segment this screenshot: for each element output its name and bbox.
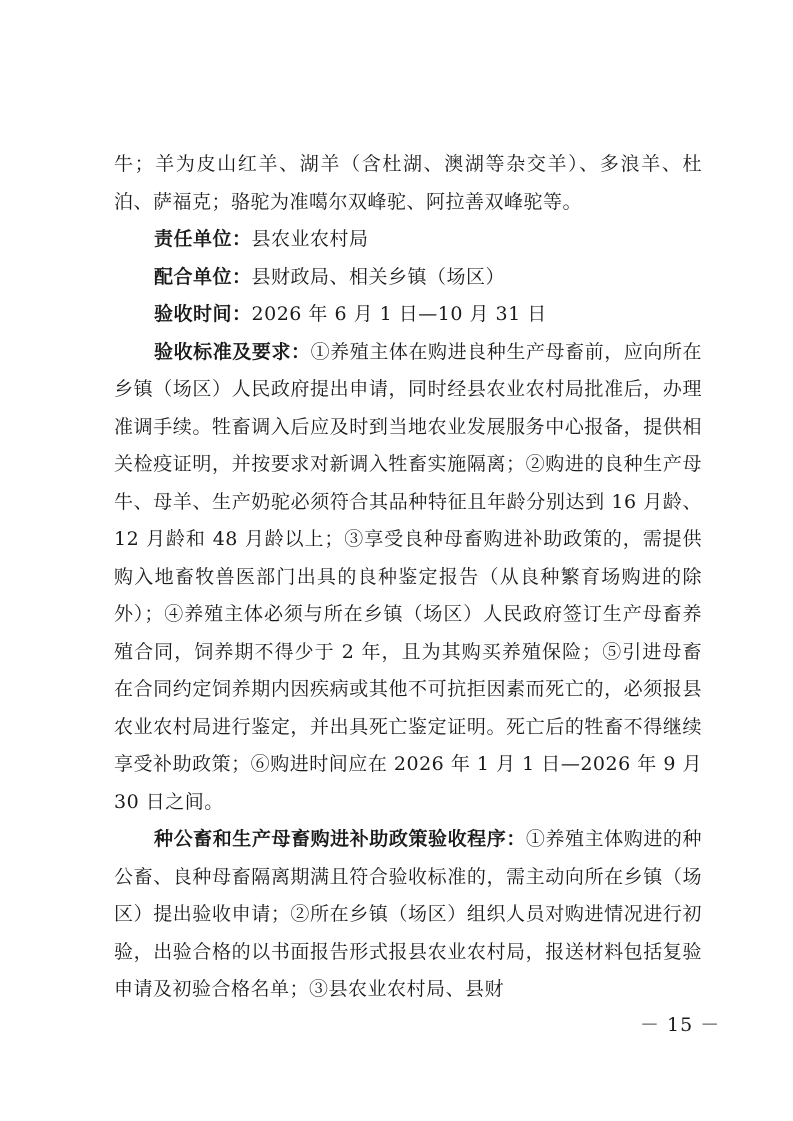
cooperating-unit-label: 配合单位： <box>154 265 252 288</box>
paragraph-breeds-continued <box>114 146 702 221</box>
paragraph-responsible-unit <box>114 221 702 259</box>
cooperating-unit-value: 县财政局、相关乡镇（场区） <box>251 265 506 288</box>
acceptance-time-value: 2026 年 6 月 1 日—10 月 31 日 <box>251 303 547 325</box>
acceptance-procedure-label: 种公畜和生产母畜购进补助政策验收程序： <box>154 828 526 850</box>
page-number: － 15 － <box>640 1014 721 1036</box>
paragraph-acceptance-time <box>114 296 702 334</box>
responsible-unit-value: 县农业农村局 <box>251 228 369 250</box>
acceptance-standards-label: 验收标准及要求： <box>154 340 311 363</box>
paragraph-acceptance-procedure <box>114 821 702 1009</box>
paragraph-cooperating-unit <box>114 259 702 297</box>
acceptance-standards-text: ①养殖主体在购进良种生产母畜前，应向所在乡镇（场区）人民政府提出申请，同时经县农业农村局批准后，办理准调手续。牲畜调入后应及时到当地农业发展服务中心报备，提供相关检疫证明，并按要求对新调入牲畜实施隔离；②购进的良种生产母牛、母羊、生产奶驼必须符合其品种特征且年龄分别达到 16 月龄、12 月龄和 48 月龄以上；③享受良种母畜购进补助政策的，需提供购入地畜牧兽医部门出具的良种鉴定报告（从良种繁育场购进的除外）；④养殖主体必须与所在乡镇（场区）人民政府签订生产母畜养殖合同，饲养期不得少于 2 年，且为其购买养殖保险；⑤引进母畜在合同约定饲养期内因疾病或其他不可抗拒因素而死亡的，必须报县农业农村局进行鉴定，并出具死亡鉴定证明。死亡后的牲畜不得继续享受补助政策；⑥购进时间应在 2026 年 1 月 1 日—2026 年 9 月 30 日之间。 <box>114 340 702 813</box>
document-body <box>114 146 702 1009</box>
paragraph-acceptance-standards <box>114 334 702 822</box>
acceptance-procedure-text: ①养殖主体购进的种公畜、良种母畜隔离期满且符合验收标准的，需主动向所在乡镇（场区）提出验收申请；②所在乡镇（场区）组织人员对购进情况进行初验，出验合格的以书面报告形式报县农业农村局，报送材料包括复验申请及初验合格名单；③县农业农村局、县财 <box>114 828 702 1000</box>
responsible-unit-label: 责任单位： <box>154 228 252 250</box>
paragraph-text: 牛；羊为皮山红羊、湖羊（含杜湖、澳湖等杂交羊）、多浪羊、杜泊、萨福克；骆驼为准噶尔双峰驼、阿拉善双峰驼等。 <box>114 153 702 213</box>
acceptance-time-label: 验收时间： <box>154 303 252 325</box>
